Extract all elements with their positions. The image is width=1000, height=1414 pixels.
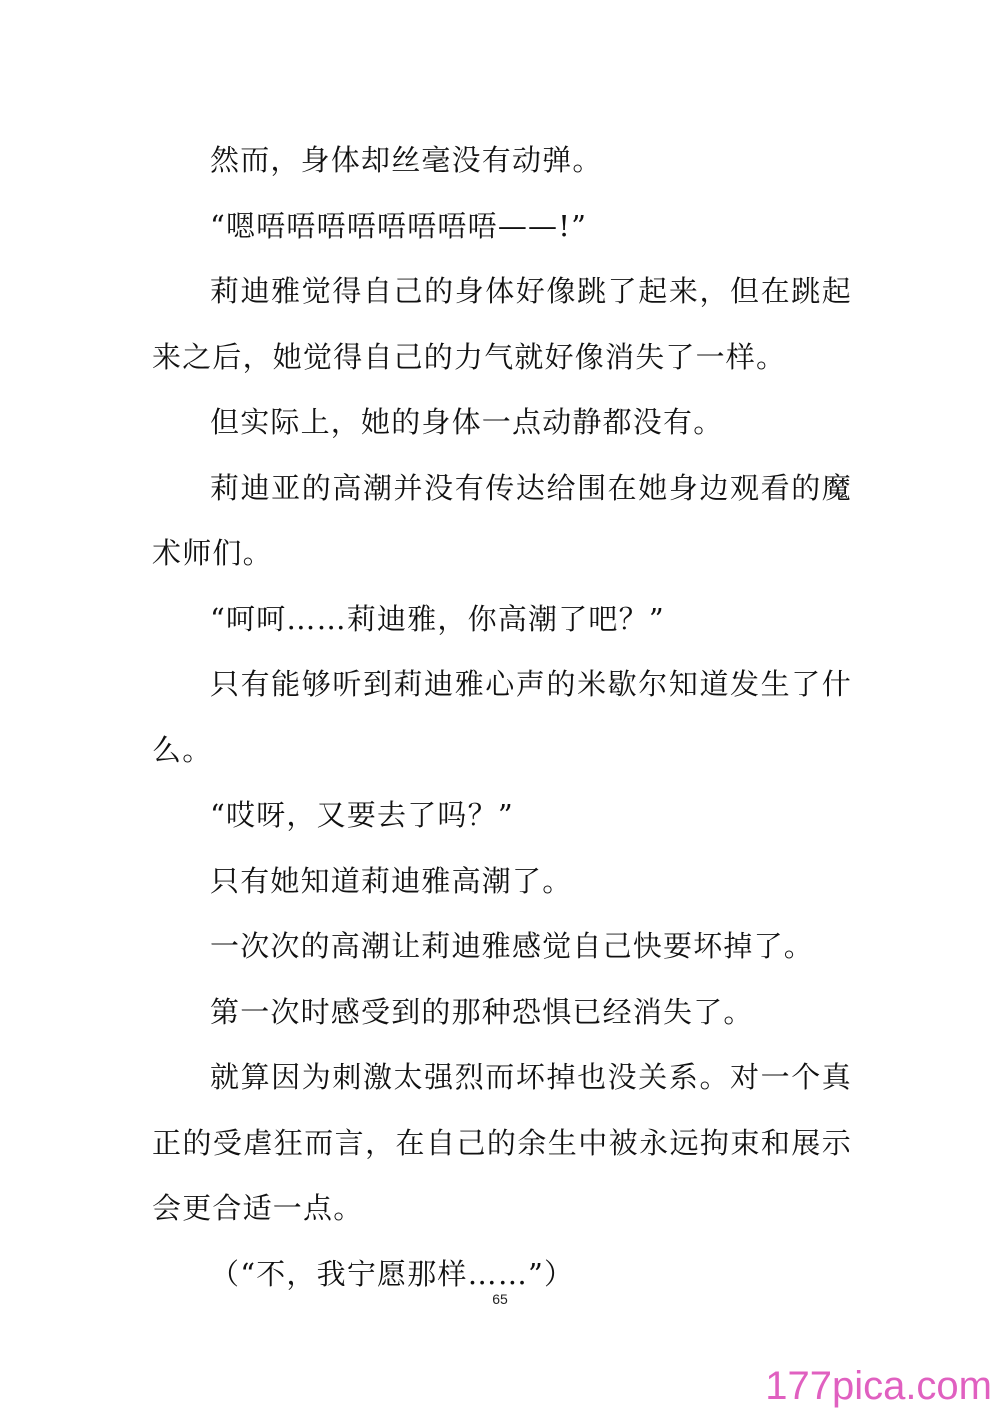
paragraph: 第一次时感受到的那种恐惧已经消失了。 xyxy=(210,994,754,1029)
paragraph: 莉迪雅觉得自己的身体好像跳了起来，但在跳起来之后，她觉得自己的力气就好像消失了一样。 xyxy=(152,274,852,374)
paragraph: 但实际上，她的身体一点动静都没有。 xyxy=(210,405,724,439)
body-text xyxy=(152,128,852,1307)
paragraph: “呵呵……莉迪雅，你高潮了吧？” xyxy=(210,601,665,636)
paragraph: 然而，身体却丝毫没有动弹。 xyxy=(210,143,603,177)
paragraph: 只有她知道莉迪雅高潮了。 xyxy=(210,863,573,898)
paragraph: 一次次的高潮让莉迪雅感觉自己快要坏掉了。 xyxy=(210,929,815,963)
paragraph: （“不，我宁愿那样……”） xyxy=(210,1256,575,1291)
paragraph: 就算因为刺激太强烈而坏掉也没关系。对一个真正的受虐狂而言，在自己的余生中被永远拘束和展示会更合适一点。 xyxy=(152,1060,852,1225)
paragraph: 只有能够听到莉迪雅心声的米歇尔知道发生了什么。 xyxy=(152,667,852,767)
paragraph: 莉迪亚的高潮并没有传达给围在她身边观看的魔术师们。 xyxy=(152,470,852,570)
paragraph: “哎呀，又要去了吗？” xyxy=(210,798,514,832)
paragraph: “嗯唔唔唔唔唔唔唔唔——!” xyxy=(210,208,588,243)
page-number: 65 xyxy=(492,1291,508,1307)
watermark-text: 177pica.com xyxy=(765,1364,992,1408)
